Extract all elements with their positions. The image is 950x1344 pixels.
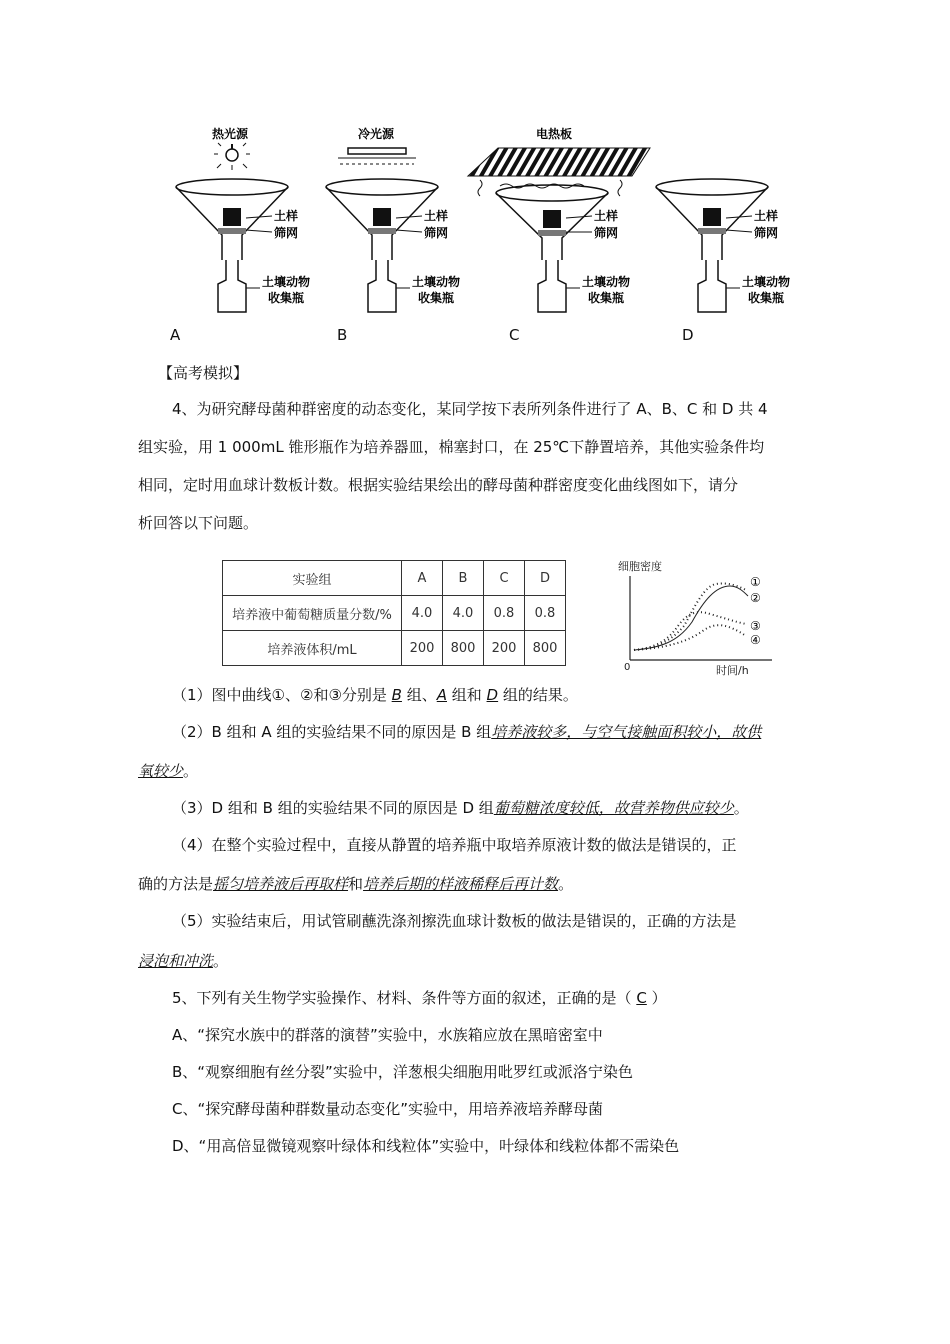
sieve-label: 筛网 — [424, 226, 449, 240]
answer-5-line-1: （5）实验结束后，用试管刷蘸洗涤剂擦洗血球计数板的做法是错误的，正确的方法是 — [172, 912, 737, 930]
label-a: A — [170, 326, 181, 344]
q5-answer: C — [636, 989, 647, 1007]
section-heading: 【高考模拟】 — [158, 364, 249, 382]
experiment-table — [222, 560, 566, 666]
hotplate-label: 电热板 — [536, 127, 573, 141]
label-d: D — [682, 326, 694, 344]
curve-label-1: ① — [750, 575, 761, 589]
answer-4-line-1: （4）在整个实验过程中，直接从静置的培养瓶中取培养原液计数的做法是错误的，正 — [172, 836, 737, 854]
soil-label: 土样 — [274, 209, 299, 223]
curve-label-4: ④ — [750, 633, 761, 647]
answer-4 — [138, 873, 573, 894]
collector-label-1: 土壤动物 — [262, 275, 311, 289]
answer-4-text: 确的方法是 — [138, 875, 214, 893]
table-header: A — [402, 561, 443, 596]
q4-line-3: 相同，定时用血球计数板计数。根据实验结果绘出的酵母菌种群密度变化曲线图如下，请分 — [138, 476, 739, 494]
answer-2-cont — [138, 760, 198, 781]
sieve-label: 筛网 — [754, 226, 779, 240]
hotplate-icon — [468, 148, 650, 176]
table-row — [223, 596, 566, 631]
soil-label: 土样 — [754, 209, 779, 223]
table-cell: 4.0 — [402, 596, 443, 631]
sieve-label: 筛网 — [274, 226, 299, 240]
answer-3-text: 。 — [733, 799, 749, 817]
answer-5-fill: 浸泡和冲洗 — [138, 952, 214, 970]
table-header: B — [443, 561, 484, 596]
table-cell: 200 — [402, 631, 443, 666]
table-header: 实验组 — [223, 561, 402, 596]
answer-1-b: B — [391, 686, 402, 704]
answer-3 — [172, 797, 749, 818]
answer-4-fill: 摇匀培养液后再取样 — [213, 875, 349, 893]
funnel-d — [656, 179, 790, 312]
table-row — [223, 631, 566, 666]
collector-label-2: 收集瓶 — [418, 291, 455, 305]
q5-option-d: D、“用高倍显微镜观察叶绿体和线粒体”实验中，叶绿体和线粒体都不需染色 — [172, 1137, 680, 1155]
soil-label: 土样 — [424, 209, 449, 223]
answer-1-a: A — [436, 686, 447, 704]
bulb-icon — [214, 143, 250, 170]
sieve-label: 筛网 — [594, 226, 619, 240]
funnel-c — [468, 126, 650, 312]
table-cell: 培养液体积/mL — [223, 631, 402, 666]
curve-1 — [634, 583, 746, 650]
answer-5-text: 。 — [213, 952, 229, 970]
q5-stem-text: ） — [646, 989, 667, 1007]
table-cell: 培养液中葡萄糖质量分数/% — [223, 596, 402, 631]
density-graph — [616, 556, 796, 678]
collector-label-2: 收集瓶 — [748, 291, 785, 305]
answer-1-text: 组和 — [447, 686, 487, 704]
answer-2-fill: 氧较少 — [138, 762, 184, 780]
graph-ylabel: 细胞密度 — [618, 560, 662, 573]
answer-1-text: 组、 — [401, 686, 437, 704]
collector-label-2: 收集瓶 — [268, 291, 305, 305]
q5-option-c: C、“探究酵母菌种群数量动态变化”实验中，用培养液培养酵母菌 — [172, 1100, 604, 1118]
table-cell: 0.8 — [525, 596, 566, 631]
curve-2 — [634, 586, 748, 650]
table-cell: 4.0 — [443, 596, 484, 631]
answer-1-text: 组的结果。 — [498, 686, 578, 704]
table-header: D — [525, 561, 566, 596]
q4-line-2: 组实验，用 1 000mL 锥形瓶作为培养器皿，棉塞封口，在 25℃下静置培养，其他实验条件均 — [138, 438, 765, 456]
answer-1-d: D — [486, 686, 499, 704]
answer-2-text: （2）B 组和 A 组的实验结果不同的原因是 B 组 — [172, 723, 492, 741]
apparatus-figure — [160, 120, 820, 320]
table-cell: 800 — [443, 631, 484, 666]
answer-4-text: 和 — [348, 875, 364, 893]
collector-label-1: 土壤动物 — [742, 275, 791, 289]
cold-lamp-icon — [338, 148, 416, 164]
label-c: C — [509, 326, 520, 344]
table-cell: 800 — [525, 631, 566, 666]
q5-stem — [172, 987, 667, 1008]
cold-source-label: 冷光源 — [358, 127, 395, 141]
table-cell: 0.8 — [484, 596, 525, 631]
answer-1 — [172, 684, 578, 705]
answer-1-text: （1）图中曲线①、②和③分别是 — [172, 686, 392, 704]
table-header: C — [484, 561, 525, 596]
funnel-b — [326, 126, 460, 312]
answer-2-text: 。 — [183, 762, 199, 780]
q5-option-a: A、“探究水族中的群落的演替”实验中，水族箱应放在黑暗密室中 — [172, 1026, 603, 1044]
q5-stem-text: 5、下列有关生物学实验操作、材料、条件等方面的叙述，正确的是（ — [172, 989, 637, 1007]
answer-3-fill: 葡萄糖浓度较低，故营养物供应较少 — [493, 799, 734, 817]
collector-label-1: 土壤动物 — [412, 275, 461, 289]
answer-4-text: 。 — [558, 875, 574, 893]
curve-3 — [634, 612, 746, 650]
soil-label: 土样 — [594, 209, 619, 223]
label-b: B — [337, 326, 348, 344]
table-cell: 200 — [484, 631, 525, 666]
curve-label-3: ③ — [750, 619, 761, 633]
answer-5 — [138, 950, 228, 971]
q4-line-4: 析回答以下问题。 — [138, 514, 259, 532]
collector-label-1: 土壤动物 — [582, 275, 631, 289]
heat-source-label: 热光源 — [212, 127, 249, 141]
graph-xlabel: 时间/h — [716, 664, 749, 677]
graph-origin: 0 — [624, 662, 631, 673]
curve-label-2: ② — [750, 591, 761, 605]
q4-line-1: 4、为研究酵母菌种群密度的动态变化，某同学按下表所列条件进行了 A、B、C 和 D 共 4 — [172, 400, 768, 418]
curve-4 — [634, 625, 746, 650]
collector-label-2: 收集瓶 — [588, 291, 625, 305]
answer-3-text: （3）D 组和 B 组的实验结果不同的原因是 D 组 — [172, 799, 494, 817]
table-header-row — [223, 561, 566, 596]
q5-option-b: B、“观察细胞有丝分裂”实验中，洋葱根尖细胞用吡罗红或派洛宁染色 — [172, 1063, 633, 1081]
answer-2 — [172, 721, 761, 742]
answer-2-fill: 培养液较多，与空气接触面积较小，故供 — [491, 723, 762, 741]
funnel-a — [176, 126, 310, 312]
answer-4-fill: 培养后期的样液稀释后再计数 — [363, 875, 559, 893]
